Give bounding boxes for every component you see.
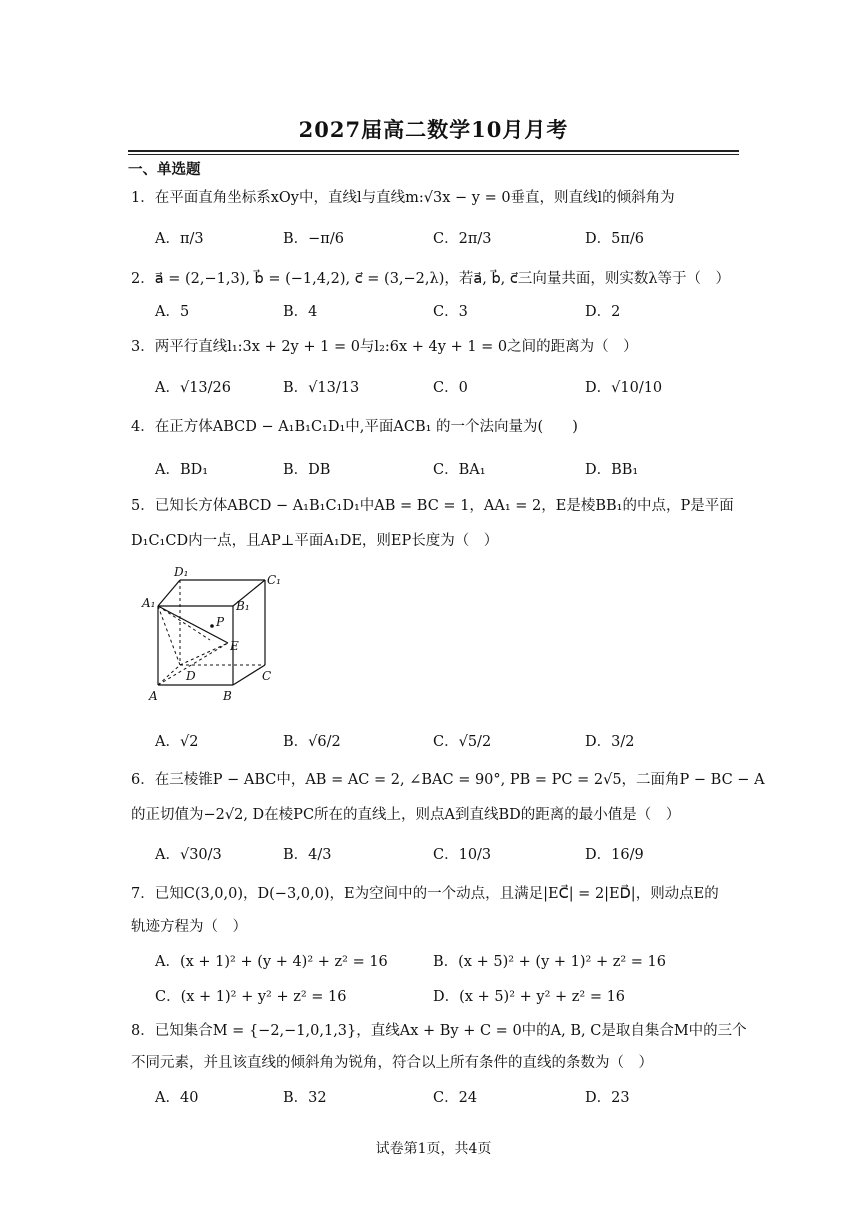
label-b: B <box>223 689 232 703</box>
question-5-stem-line2: D₁C₁CD内一点，且AP⊥平面A₁DE，则EP长度为（ ） <box>131 533 499 549</box>
question-3-stem: 3．两平行直线l₁:3x + 2y + 1 = 0与l₂:6x + 4y + 1 = 0之间的距离为（ ） <box>131 339 638 355</box>
question-6-stem-line2: 的正切值为−2√2, D在棱PC所在的直线上，则点A到直线BD的距离的最小值是（ ） <box>131 807 681 823</box>
q5-option-b: B．√6/2 <box>283 734 341 750</box>
label-e: E <box>230 639 239 653</box>
label-p: P <box>216 615 225 629</box>
q1-option-d: D．5π/6 <box>585 231 644 247</box>
title-rule-thin <box>128 154 739 155</box>
q7-option-d: D．(x + 5)² + y² + z² = 16 <box>433 989 626 1005</box>
label-c1: C₁ <box>267 573 281 587</box>
q2-option-a: A．5 <box>155 304 190 320</box>
cuboid-figure <box>140 560 290 710</box>
q6-option-a: A．√30/3 <box>155 847 222 863</box>
label-d1: D₁ <box>174 565 189 579</box>
q7-option-b: B．(x + 5)² + (y + 1)² + z² = 16 <box>433 954 666 970</box>
question-4-stem: 4．在正方体ABCD − A₁B₁C₁D₁中,平面ACB₁ 的一个法向量为( ) <box>131 419 578 435</box>
label-c: C <box>262 669 272 683</box>
question-6-stem-line1: 6．在三棱锥P − ABC中，AB = AC = 2, ∠BAC = 90°, PB = PC = 2√5，二面角P − BC − A <box>131 772 765 788</box>
question-7-stem-line1: 7．已知C(3,0,0)，D(−3,0,0)，E为空间中的一个动点，且满足|EC⃗| = 2|ED⃗|，则动点E的 <box>131 886 719 902</box>
q3-option-d: D．√10/10 <box>585 380 663 396</box>
q6-option-d: D．16/9 <box>585 847 644 863</box>
section-heading: 一、单选题 <box>128 161 201 178</box>
q1-option-b: B．−π/6 <box>283 231 344 247</box>
q7-option-a: A．(x + 1)² + (y + 4)² + z² = 16 <box>155 954 388 970</box>
q6-option-c: C．10/3 <box>433 847 492 863</box>
q8-option-d: D．23 <box>585 1090 630 1106</box>
title-rule-thick <box>128 150 739 152</box>
q3-option-a: A．√13/26 <box>155 380 231 396</box>
page-title: 2027届高二数学10月月考 <box>298 117 569 142</box>
q1-option-a: A．π/3 <box>155 231 204 247</box>
q2-option-b: B．4 <box>283 304 318 320</box>
label-d: D <box>186 669 196 683</box>
page-footer: 试卷第1页，共4页 <box>375 1141 492 1157</box>
question-1-stem: 1．在平面直角坐标系xOy中，直线l与直线m:√3x − y = 0垂直，则直线l的倾斜角为 <box>131 190 675 206</box>
q8-option-b: B．32 <box>283 1090 327 1106</box>
q4-option-c: C．BA₁ <box>433 462 486 478</box>
label-a1: A₁ <box>142 596 156 610</box>
q2-option-d: D．2 <box>585 304 621 320</box>
q8-option-c: C．24 <box>433 1090 478 1106</box>
q1-option-c: C．2π/3 <box>433 231 492 247</box>
q4-option-a: A．BD₁ <box>155 462 209 478</box>
q2-option-c: C．3 <box>433 304 468 320</box>
label-b1: B₁ <box>236 599 250 613</box>
q8-option-a: A．40 <box>155 1090 199 1106</box>
question-8-stem-line1: 8．已知集合M = {−2,−1,0,1,3}，直线Ax + By + C = 0中的A, B, C是取自集合M中的三个 <box>131 1023 747 1039</box>
question-7-stem-line2: 轨迹方程为（ ） <box>131 919 247 935</box>
q4-option-b: B．DB <box>283 462 331 478</box>
label-a: A <box>149 689 158 703</box>
q5-option-c: C．√5/2 <box>433 734 492 750</box>
question-2-stem: 2．a⃗ = (2,−1,3), b⃗ = (−1,4,2), c⃗ = (3,−2,λ)，若a⃗, b⃗, c⃗三向量共面，则实数λ等于（ ） <box>131 271 731 287</box>
question-8-stem-line2: 不同元素，并且该直线的倾斜角为锐角，符合以上所有条件的直线的条数为（ ） <box>131 1055 653 1071</box>
q3-option-b: B．√13/13 <box>283 380 360 396</box>
q4-option-d: D．BB₁ <box>585 462 639 478</box>
q7-option-c: C．(x + 1)² + y² + z² = 16 <box>155 989 347 1005</box>
q5-option-a: A．√2 <box>155 734 199 750</box>
q3-option-c: C．0 <box>433 380 468 396</box>
q5-option-d: D．3/2 <box>585 734 635 750</box>
q6-option-b: B．4/3 <box>283 847 332 863</box>
question-5-stem-line1: 5．已知长方体ABCD − A₁B₁C₁D₁中AB = BC = 1，AA₁ = 2，E是棱BB₁的中点，P是平面 <box>131 498 734 514</box>
